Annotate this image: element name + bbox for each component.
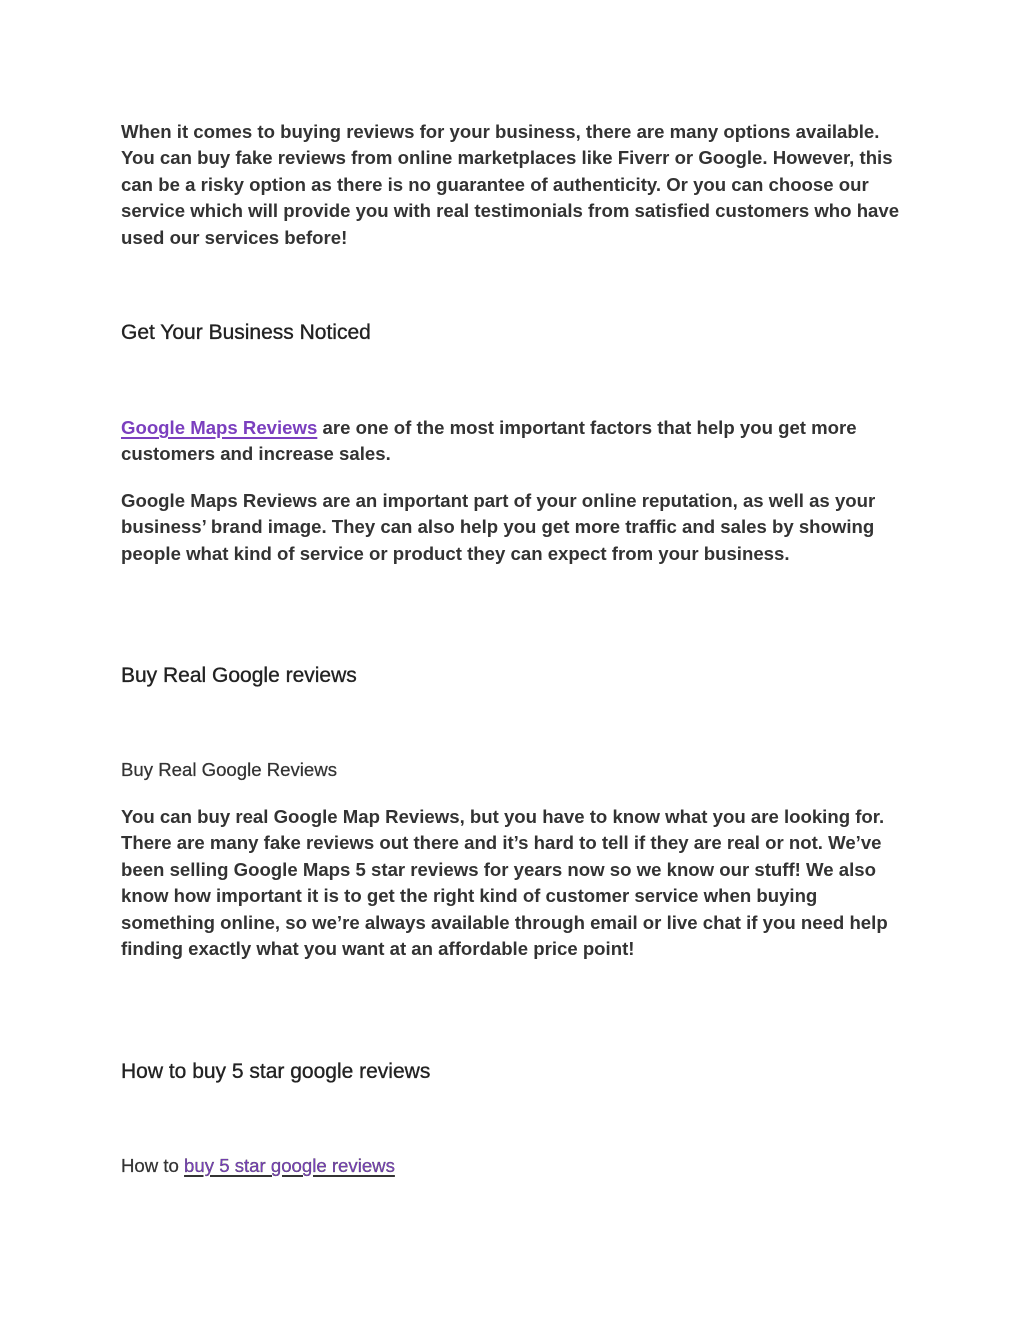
- heading-buy-real-google-reviews: Buy Real Google reviews: [121, 664, 357, 687]
- intro-paragraph: When it comes to buying reviews for your business, there are many options available. You can buy fake reviews from online marketplaces like Fiverr or Google. However, this can be a risky option as there is no guarantee of authenticity. Or you can choose our service which will provide you with real testimonials from satisfied customers who have used our services before!: [121, 121, 900, 248]
- heading-how-to-buy-5-star: How to buy 5 star google reviews: [121, 1060, 431, 1083]
- buy-5-star-google-reviews-link[interactable]: buy 5 star google reviews: [184, 1155, 395, 1176]
- maps-reviews-intro-text: are one of the most important factors that help you get more customers and increase sales.: [121, 417, 857, 465]
- maps-reviews-intro-paragraph: [121, 415, 911, 468]
- heading-get-your-business-noticed: Get Your Business Noticed: [121, 321, 371, 344]
- subheading-how-to: [121, 1153, 911, 1179]
- subheading-buy-real-google-reviews: Buy Real Google Reviews: [121, 759, 337, 780]
- online-reputation-paragraph: Google Maps Reviews are an important part of your online reputation, as well as your business’ brand image. They can also help you get more traffic and sales by showing people what kind of service or product they can expect from your business.: [121, 490, 876, 564]
- buy-real-reviews-paragraph: You can buy real Google Map Reviews, but you have to know what you are looking for. There are many fake reviews out there and it’s hard to tell if they are real or not. We’ve been selling Google Maps 5 star reviews for years now so we know our stuff! We also know how important it is to get the right kind of customer service when buying something online, so we’re always available through email or live chat if you need help finding exactly what you want at an affordable price point!: [121, 806, 888, 960]
- how-to-prefix: How to: [121, 1155, 185, 1176]
- google-maps-reviews-link[interactable]: Google Maps Reviews: [121, 417, 318, 438]
